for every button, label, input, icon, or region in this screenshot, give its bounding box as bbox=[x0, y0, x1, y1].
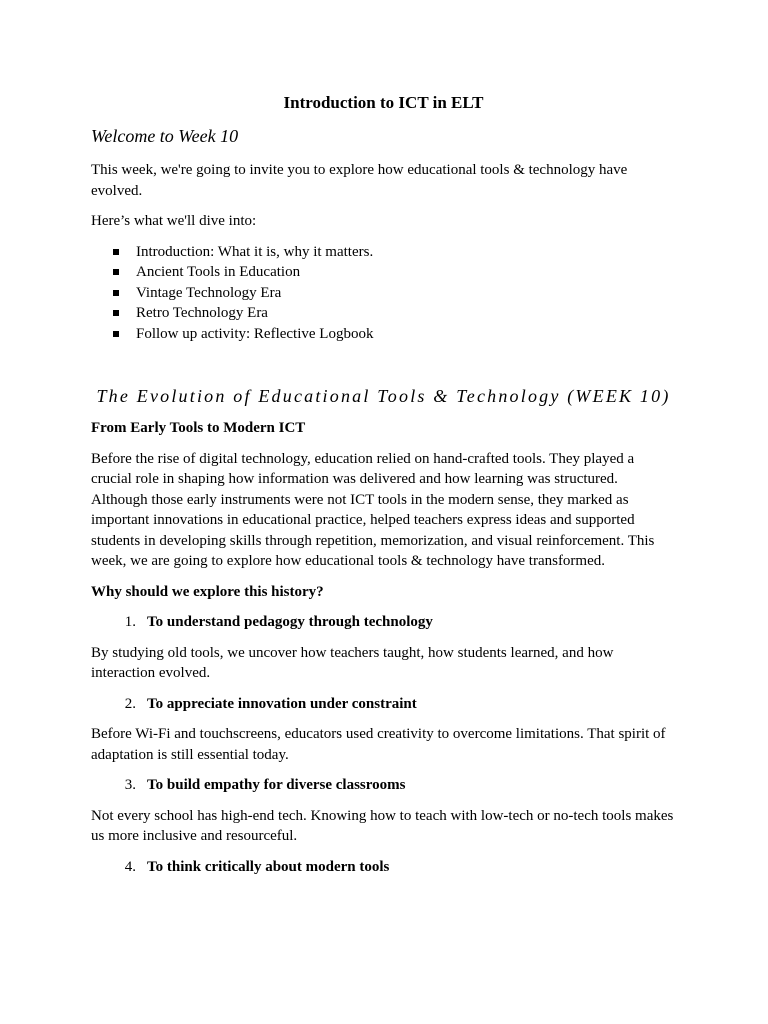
reason-item bbox=[91, 775, 676, 796]
reason-number: 1. bbox=[124, 614, 136, 630]
dive-into-label: Here’s what we'll dive into: bbox=[91, 213, 257, 229]
square-bullet-icon bbox=[113, 331, 119, 337]
reason-number: 3. bbox=[124, 777, 136, 793]
topic-text: Follow up activity: Reflective Logbook bbox=[136, 325, 374, 342]
square-bullet-icon bbox=[113, 290, 119, 296]
history-paragraph: Before the rise of digital technology, education relied on hand-crafted tools. They played a crucial role in shaping how information was delivered and how learning was structured. Although those early instruments were not ICT tools in the modern sense, they marked as important innovations in educational practice, helped teachers express ideas and supported students in developing skills through repetition, memorization, and visual reinforcement. This week, we are going to explore how educational tools & technology have transformed. bbox=[91, 450, 655, 569]
reason-item bbox=[91, 694, 676, 715]
topic-text: Retro Technology Era bbox=[136, 305, 268, 321]
intro-paragraph: This week, we're going to invite you to explore how educational tools & technology have evolved. bbox=[91, 162, 628, 199]
reason-item bbox=[91, 612, 676, 633]
reason-item bbox=[91, 857, 676, 878]
reason-number: 2. bbox=[124, 695, 136, 712]
topic-text: Introduction: What it is, why it matters. bbox=[136, 243, 374, 260]
list-item bbox=[91, 242, 676, 263]
list-item bbox=[91, 262, 676, 283]
list-item bbox=[91, 303, 676, 324]
reason-title: To build empathy for diverse classrooms bbox=[147, 777, 406, 793]
reason-text: Before Wi-Fi and touchscreens, educators used creativity to overcome limitations. That spirit of adaptation is still essential today. bbox=[91, 726, 666, 763]
week-heading: Welcome to Week 10 bbox=[91, 126, 239, 146]
reason-number: 4. bbox=[124, 858, 136, 875]
section-title: The Evolution of Educational Tools & Technology (WEEK 10) bbox=[96, 386, 671, 406]
list-item bbox=[91, 283, 676, 304]
square-bullet-icon bbox=[113, 249, 119, 255]
topic-text: Ancient Tools in Education bbox=[136, 264, 301, 280]
reason-title: To understand pedagogy through technology bbox=[147, 614, 433, 630]
subheading: From Early Tools to Modern ICT bbox=[91, 420, 306, 436]
square-bullet-icon bbox=[113, 269, 119, 275]
reason-title: To think critically about modern tools bbox=[147, 858, 390, 875]
document-title: Introduction to ICT in ELT bbox=[283, 93, 484, 112]
square-bullet-icon bbox=[113, 310, 119, 316]
reason-text: By studying old tools, we uncover how teachers taught, how students learned, and how interaction evolved. bbox=[91, 644, 614, 681]
topic-text: Vintage Technology Era bbox=[136, 284, 282, 301]
list-item bbox=[91, 324, 676, 345]
why-heading: Why should we explore this history? bbox=[91, 583, 324, 600]
reason-text: Not every school has high-end tech. Knowing how to teach with low-tech or no-tech tools makes us more inclusive and resourceful. bbox=[91, 807, 674, 844]
reason-title: To appreciate innovation under constraint bbox=[147, 695, 417, 712]
topic-list bbox=[91, 242, 676, 345]
